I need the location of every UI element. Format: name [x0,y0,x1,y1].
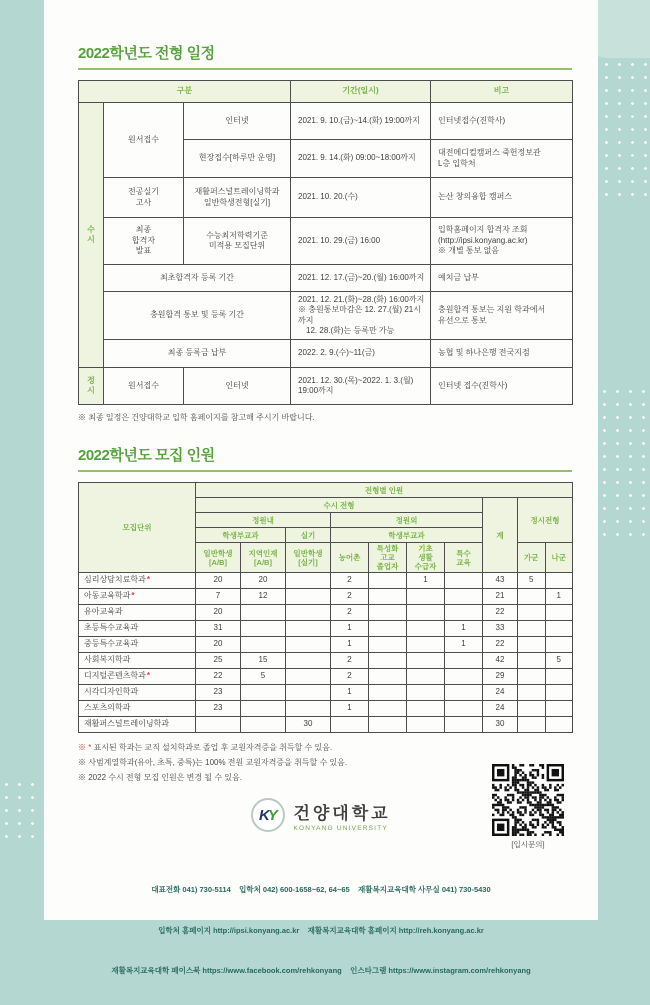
table-cell: 22 [196,669,241,685]
header-cell: 실기 [286,528,331,543]
header-cell: 가군 [518,543,546,573]
table-cell: 재활퍼스널트레이닝학과 일반학생전형[실기] [184,178,291,218]
footnote-text: 표시된 학과는 교직 설치학과로 졸업 후 교원자격증을 취득할 수 있음. [91,743,333,752]
table-cell [369,573,407,589]
table-cell: 수능최저학력기준 미적용 모집단위 [184,218,291,265]
table-cell: 25 [196,653,241,669]
table-cell: 인터넷 [184,368,291,405]
footnote-text: 2022 수시 전형 모집 인원은 변경 될 수 있음. [86,773,242,782]
table-cell: 1 [331,637,369,653]
footnote-line [78,770,347,785]
header-cell: 구분 [79,81,291,103]
footnote-mark: ※ [78,758,86,767]
header-cell: 일반학생 [A/B] [196,543,241,573]
table-cell: 시각디자인학과 [79,685,196,701]
table-cell [518,669,546,685]
table-cell: 아동교육학과* [79,589,196,605]
schedule-footnote: ※ 최종 일정은 건양대학교 입학 홈페이지를 참고해 주시기 바랍니다. [78,413,315,422]
table-cell [518,701,546,717]
table-cell: 정 시 [79,368,104,405]
table-cell [407,701,445,717]
table-cell: 15 [241,653,286,669]
table-cell [286,637,331,653]
logo-text [293,799,390,832]
table-cell: 최종 등록금 납부 [104,340,291,368]
table-cell [407,669,445,685]
table-cell [518,653,546,669]
table-cell [407,637,445,653]
table-cell: 원서접수 [104,103,184,178]
table-cell: 중등특수교육과 [79,637,196,653]
university-name-english: KONYANG UNIVERSITY [293,824,388,832]
ky-logo-icon [251,798,285,832]
dot-pattern-right-middle [598,385,648,545]
header-cell: 나군 [545,543,573,573]
table-cell: 23 [196,701,241,717]
teaching-cert-star: * [146,575,150,585]
table-cell: 2 [331,605,369,621]
table-cell [518,589,546,605]
contact-line-websites: 입학처 홈페이지 http://ipsi.konyang.ac.kr 재활복지교육대학 홈페이지 http://reh.konyang.ac.kr [158,925,484,935]
table-cell: 원서접수 [104,368,184,405]
table-cell: 20 [196,637,241,653]
dot-pattern-left-bottom [0,778,40,848]
table-cell: 20 [196,573,241,589]
table-cell: 29 [483,669,518,685]
table-cell: 2 [331,589,369,605]
table-cell: 2021. 12. 30.(목)~2022. 1. 3.(월) 19:00까지 [291,368,431,405]
table-cell [545,605,573,621]
table-cell: 12 [241,589,286,605]
table-cell: 22 [483,605,518,621]
header-cell: 모집단위 [79,483,196,573]
table-cell: 충원합격 통보는 지원 학과에서 유선으로 통보 [431,292,573,340]
table-cell: 농협 및 하나은행 전국지점 [431,340,573,368]
recruit-section-title: 2022학년도 모집 인원 [78,444,572,472]
table-cell: 2021. 12. 21.(화)~28.(화) 16:00까지 ※ 충원통보마감은 12. 27.(월) 21시까지 12. 28.(화)는 등록만 가능 [291,292,431,340]
qr-label: [입시문의] [511,840,545,849]
university-logo [44,798,598,832]
table-cell [407,685,445,701]
table-cell: 2022. 2. 9.(수)~11(금) [291,340,431,368]
table-cell: 심리상담치료학과* [79,573,196,589]
table-cell: 1 [331,685,369,701]
header-cell: 특성화 고교 졸업자 [369,543,407,573]
table-cell [445,701,483,717]
table-cell: 5 [518,573,546,589]
contact-line-phones: 대표전화 041) 730-5114 입학처 042) 600-1658~62, 64~65 재활복지교육대학 사무실 041) 730-5430 [151,885,491,894]
table-cell [445,685,483,701]
table-cell [445,605,483,621]
header-cell: 정원내 [196,513,331,528]
table-cell [545,637,573,653]
table-cell [407,621,445,637]
table-cell [286,669,331,685]
table-cell: 2021. 12. 17.(금)~20.(월) 16:00까지 [291,265,431,292]
table-cell [407,605,445,621]
table-cell [241,701,286,717]
table-cell: 7 [196,589,241,605]
table-cell [445,573,483,589]
table-cell: 예치금 납부 [431,265,573,292]
table-cell: 2021. 9. 10.(금)~14.(화) 19:00까지 [291,103,431,140]
table-cell [286,621,331,637]
table-cell [369,717,407,733]
table-cell: 24 [483,685,518,701]
table-cell [286,605,331,621]
header-cell: 특수 교육 [445,543,483,573]
header-cell: 기초 생활 수급자 [407,543,445,573]
table-cell: 20 [196,605,241,621]
table-cell: 1 [445,637,483,653]
header-cell: 계 [483,498,518,573]
table-cell [196,717,241,733]
table-cell [369,621,407,637]
header-cell: 정시전형 [518,498,573,543]
teaching-cert-star: * [131,591,135,601]
table-cell [545,621,573,637]
table-cell [286,573,331,589]
table-cell: 현장접수[하루만 운영] [184,140,291,178]
table-cell [407,717,445,733]
table-cell: 논산 창의융합 캠퍼스 [431,178,573,218]
table-cell [241,605,286,621]
table-cell: 인터넷 [184,103,291,140]
header-cell: 학생부교과 [196,528,286,543]
table-cell: 42 [483,653,518,669]
table-cell [545,685,573,701]
table-cell: 21 [483,589,518,605]
table-cell: 1 [331,621,369,637]
table-cell [545,701,573,717]
schedule-section-title: 2022학년도 전형 일정 [78,42,572,70]
table-cell: 2021. 9. 14.(화) 09:00~18:00까지 [291,140,431,178]
table-cell: 5 [241,669,286,685]
table-cell [241,621,286,637]
table-cell [445,589,483,605]
contact-info [44,856,598,1005]
table-cell: 유아교육과 [79,605,196,621]
table-cell: 재활퍼스널트레이닝학과 [79,717,196,733]
table-cell [331,717,369,733]
footnote-mark: ※ * [78,743,92,752]
table-cell: 사회복지학과 [79,653,196,669]
table-cell: 22 [483,637,518,653]
table-cell: 2 [331,653,369,669]
table-cell: 1 [445,621,483,637]
table-cell: 1 [545,589,573,605]
header-cell: 비고 [431,81,573,103]
table-cell: 2021. 10. 20.(수) [291,178,431,218]
table-cell [369,589,407,605]
table-cell: 충원합격 통보 및 등록 기간 [104,292,291,340]
header-cell: 학생부교과 [331,528,483,543]
table-cell: 2 [331,669,369,685]
table-cell [407,589,445,605]
footnote-text: 사범계열학과(유아, 초특, 중특)는 100% 전원 교원자격증을 취득할 수 있음. [86,758,348,767]
table-cell: 수 시 [79,103,104,368]
footnote-line [78,755,347,770]
table-cell: 인터넷접수(진학사) [431,103,573,140]
table-cell [286,701,331,717]
table-cell: 30 [483,717,518,733]
table-cell: 1 [407,573,445,589]
table-cell [369,669,407,685]
teaching-cert-star: * [146,671,150,681]
table-cell [518,605,546,621]
table-cell: 31 [196,621,241,637]
table-cell: 2 [331,573,369,589]
table-cell: 최종 합격자 발표 [104,218,184,265]
logo-letter-y: Y [267,806,278,824]
table-cell: 스포츠의학과 [79,701,196,717]
table-cell [369,685,407,701]
table-cell [518,637,546,653]
footnote-line [78,740,347,755]
table-cell [241,685,286,701]
table-cell [445,717,483,733]
table-cell [369,605,407,621]
footnote-mark: ※ [78,773,86,782]
table-cell [369,637,407,653]
table-cell: 최초합격자 등록 기간 [104,265,291,292]
university-name: 건양대학교 [293,803,391,823]
table-cell [369,653,407,669]
header-cell: 농어촌 [331,543,369,573]
logo-letter-k: K [259,806,270,824]
table-cell: 입학홈페이지 합격자 조회 (http://ipsi.konyang.ac.kr) ※ 개별 통보 없음 [431,218,573,265]
table-cell: 초등특수교육과 [79,621,196,637]
table-cell [407,653,445,669]
header-cell: 기간(일시) [291,81,431,103]
table-cell [445,653,483,669]
table-cell: 1 [331,701,369,717]
recruit-footnotes [78,740,347,785]
table-cell [445,669,483,685]
table-cell: 2021. 10. 29.(금) 16:00 [291,218,431,265]
table-cell [518,717,546,733]
table-cell [241,637,286,653]
table-cell [286,653,331,669]
header-cell: 일반학생 [실기] [286,543,331,573]
table-cell [518,685,546,701]
recruit-quota-table [78,482,573,733]
table-cell: 30 [286,717,331,733]
header-cell: 지역인재 [A/B] [241,543,286,573]
table-cell: 33 [483,621,518,637]
header-cell: 수시 전형 [196,498,483,513]
table-cell: 대전메디컬캠퍼스 죽헌정보관 L층 입학처 [431,140,573,178]
table-cell: 디지털콘텐츠학과* [79,669,196,685]
table-cell: 20 [241,573,286,589]
table-cell [369,701,407,717]
table-cell [545,573,573,589]
table-cell: 23 [196,685,241,701]
document-page [44,0,598,975]
admission-schedule-table [78,80,573,405]
table-cell [518,621,546,637]
dot-pattern-right-top [600,58,648,198]
table-cell: 43 [483,573,518,589]
table-cell: 5 [545,653,573,669]
table-cell [241,717,286,733]
contact-line-social: 재활복지교육대학 페이스북 https://www.facebook.com/rehkonyang 인스타그램 https://www.instagram.com/rehkonyang [111,966,531,975]
table-cell: 전공실기 고사 [104,178,184,218]
table-cell [286,589,331,605]
table-cell [545,717,573,733]
table-cell [545,669,573,685]
table-cell: 24 [483,701,518,717]
header-cell: 정원외 [331,513,483,528]
table-cell [286,685,331,701]
header-cell: 전형별 인원 [196,483,573,498]
table-cell: 인터넷 접수(진학사) [431,368,573,405]
